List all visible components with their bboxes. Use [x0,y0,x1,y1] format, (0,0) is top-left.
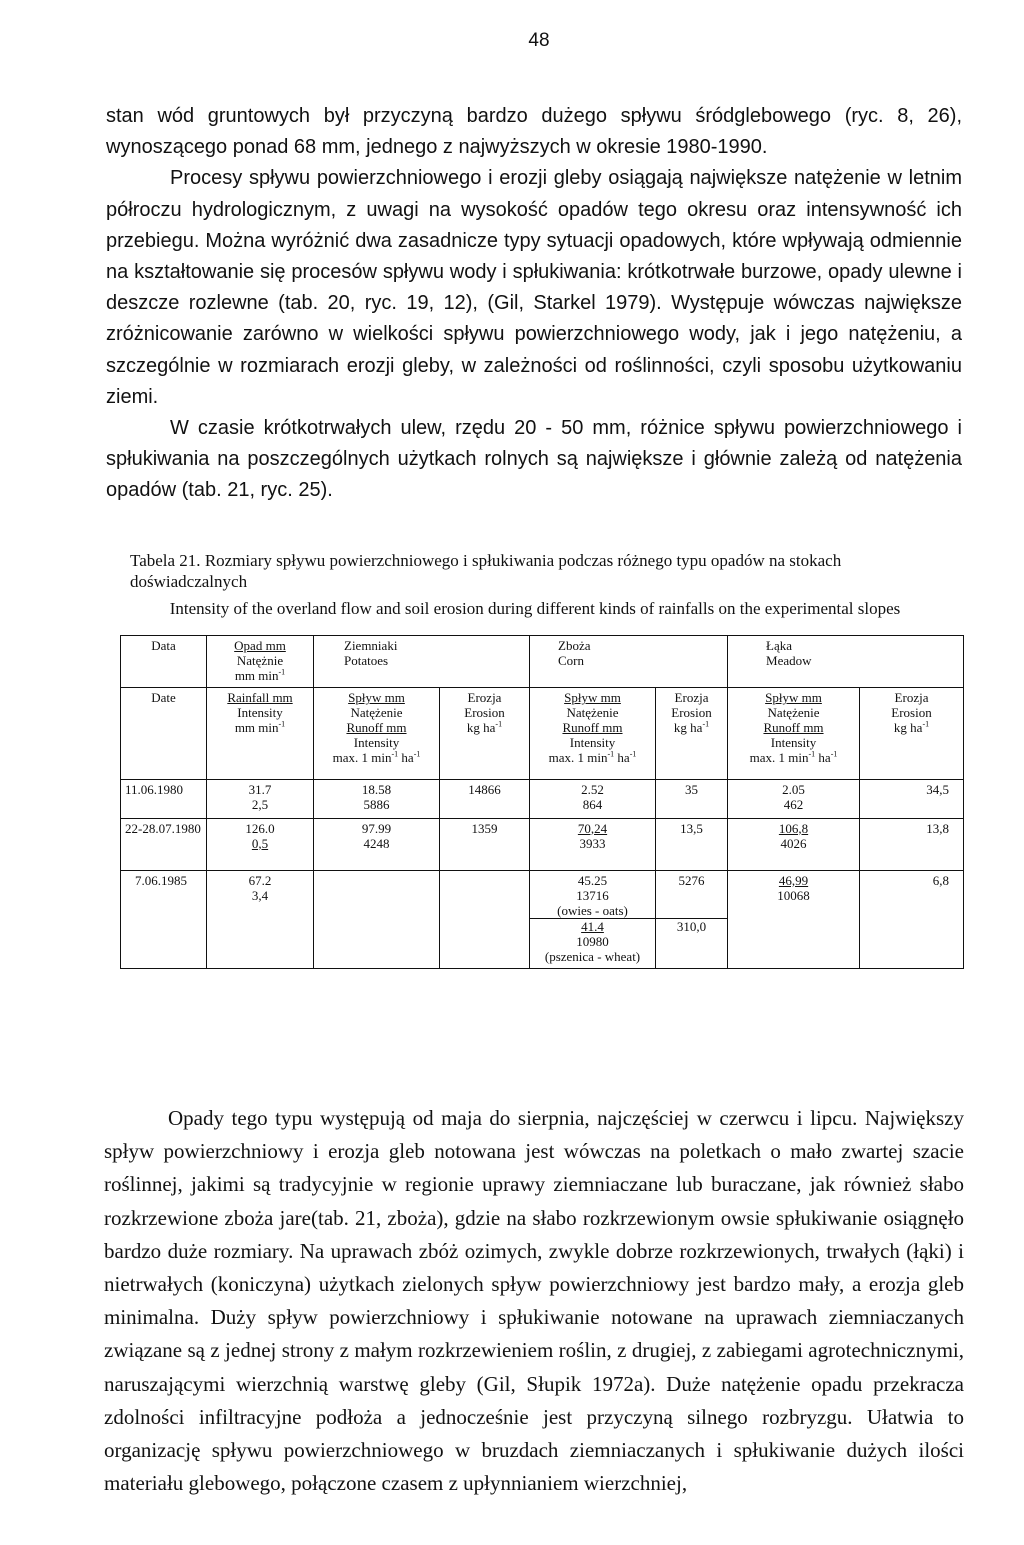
caption-polish [110,550,960,592]
table-caption [110,550,960,619]
header-row-en [121,688,964,780]
caption-title-pl: Rozmiary spływu powierzchniowego i spłukiwania podczas różnego typu opadów na stokach doświadczalnych [130,551,842,591]
paragraph-3: W czasie krótkotrwałych ulew, rzędu 20 - 50 mm, różnice spływu powierzchniowego i spłukiwania na poszczególnych użytkach rolnych są największe i głównie zależą od natężenia opadów (tab. 21, ryc. 25). [106,417,962,502]
header-potatoes-runoff: Spływ mm Natężenie Runoff mm Intensity max. 1 $\min^{-1} ha^{-1}$ [314,688,440,780]
header-corn-runoff: Spływ mm Natężenie Runoff mm Intensity max. 1 $\min^{-1} ha^{-1}$ [530,688,656,780]
header-data: Data [121,636,207,688]
body-paragraph-bottom [104,1102,964,1500]
table-row: 11.06.1980 31.7 2,5 18.58 5886 14866 2.52 864 35 2.05 462 34,5 [121,780,964,818]
header-opad: Opad mm Natężnie mm $\min^{-1}$ [207,636,314,688]
header-corn-erosion: Erozja Erosion kg $ha^{-1}$ [656,688,728,780]
header-meadow: Łąka Meadow [728,636,964,688]
data-table [120,635,964,969]
header-meadow-runoff: Spływ mm Natężenie Runoff mm Intensity max. 1 $\min^{-1} ha^{-1}$ [728,688,860,780]
header-corn: Zboża Corn [530,636,728,688]
table-row: 7.06.1985 67.2 3,4 45.25 13716 (owies - oats) 41.4 10980 (pszenica - wheat) 5276 310,0 46,99 10068 6,8 [121,870,964,968]
paragraph-2: Procesy spływu powierzchniowego i erozji gleby osiągają największe natężenie w letnim półroczu hydrologicznym, z uwagi na wysokość opadów tego okresu oraz intensywność ich przebiegu. Można wyróżnić dwa zasadnicze typy sytuacji opadowych, które wpływają odmiennie na kształtowanie się procesów spływu wody i spłukiwania: krótkotrwałe burzowe, opady ulewne i deszcze rozlewne (tab. 20, ryc. 19, 12), (Gil, Starkel 1979). Występuje wówczas największe zróżnicowanie zarówno w wielkości spływu powierzchniowego wody, jak i jego natężeniu, a szczególnie w rozmiarach erozji gleby, w zależności od roślinności, czyli sposobu użytkowaniu ziemi. [106,167,962,408]
header-meadow-erosion: Erozja Erosion kg $ha^{-1}$ [860,688,964,780]
body-paragraph-top [106,101,962,507]
header-potatoes: Ziemniaki Potatoes [314,636,530,688]
header-potatoes-erosion: Erozja Erosion kg $ha^{-1}$ [440,688,530,780]
paragraph-4: Opady tego typu występują od maja do sierpnia, najczęściej w czerwcu i lipcu. Największy spływ powierzchniowy i erozja gleb notowana jest wówczas na poletkach o mało zwartej szacie roślinnej, jakimi są tradycyjnie w regionie uprawy ziemniaczane lub buraczane, jak również słabo rozkrzewione zboża jare(tab. 21, zboża), gdzie na słabo rozkrzewionym owsie spłukiwanie osiągnęło bardzo duże rozmiary. Na uprawach zbóż ozimych, zwykle dobrze rozkrzewionych, trwałych (łąki) i nietrwałych (koniczyna) użytkach zielonych spływ powierzchniowy jest bardzo mały, a erozja gleb minimalna. Duży spływ powierzchniowy i spłukiwanie notowane na uprawach ziemniaczanych związane są z jednej strony z małym rozkrzewieniem roślin, z drugiej, z zabiegami agrotechnicznymi, naruszającymi wierzchnią warstwę gleby (Gil, Słupik 1972a). Duże natężenie opadu przekracza zdolności infiltracyjne podłoża a jednocześnie jest przyczyną silnego rozbryzgu. Ułatwia to organizację spływu powierzchniowego w bruzdach ziemniaczanych i spłukiwanie dużych ilości materiału glebowego, połączone czasem z upłynnianiem wierzchniej, [104,1106,964,1496]
header-row-pl [121,636,964,688]
caption-label: Tabela 21. [130,551,201,570]
header-date: Date [121,688,207,780]
caption-title-en: Intensity of the overland flow and soil erosion during different kinds of rainfalls on the experimental slopes [169,599,901,618]
header-rainfall: Rainfall mm Intensity mm $\min^{-1}$ [207,688,314,780]
paragraph-1: stan wód gruntowych był przyczyną bardzo dużego spływu śródglebowego (ryc. 8, 26), wynoszącego ponad 68 mm, jednego z najwyższych w okresie 1980-1990. [106,105,962,159]
table-row: 22-28.07.1980 126.0 0,5 97.99 4248 1359 70,24 3933 13,5 106,8 4026 13,8 [121,818,964,870]
page-number: 48 [528,30,550,51]
